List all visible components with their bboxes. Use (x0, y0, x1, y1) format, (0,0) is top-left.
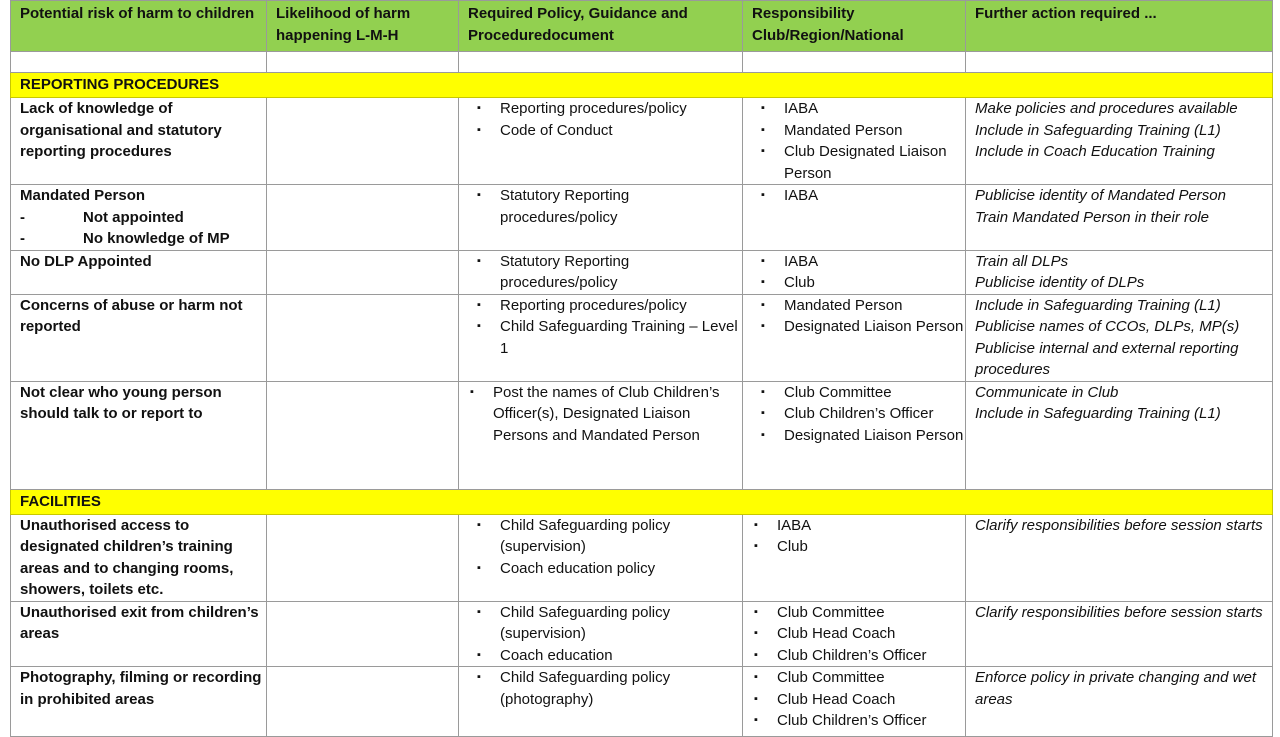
list-item: ▪ Designated Liaison Person (752, 425, 965, 447)
table-row (11, 98, 1273, 185)
likelihood-cell (267, 185, 459, 251)
responsibility-cell (743, 381, 966, 489)
policy-cell (459, 601, 743, 667)
list-item: ▪ Child Safeguarding Training – Level 1 (468, 316, 742, 359)
risk-cell: Photography, filming or recording in prohibited areas (11, 667, 267, 737)
list-item: ▪ IABA (752, 515, 965, 537)
list-item: ▪ Club Committee (752, 667, 965, 689)
list-item: ▪ IABA (752, 98, 965, 120)
responsibility-cell (743, 294, 966, 381)
list-item: ▪ Club Children’s Officer (752, 403, 965, 425)
section-header-facilities (11, 489, 1273, 514)
risk-assessment-document (10, 0, 1272, 737)
list-item: ▪ Club Head Coach (752, 689, 965, 711)
likelihood-cell (267, 381, 459, 489)
header-row (11, 1, 1273, 52)
action-line: Publicise identity of Mandated Person (975, 187, 1226, 204)
header-risk: Potential risk of harm to children (11, 1, 267, 52)
header-responsibility: Responsibility Club/Region/National (743, 1, 966, 52)
list-item: ▪ Post the names of Club Children’s Officer(s), Designated Liaison Persons and Mandated Person (468, 382, 742, 447)
list-item: ▪ Statutory Reporting procedures/policy (468, 251, 742, 294)
action-line: Include in Safeguarding Training (L1) (975, 405, 1221, 422)
risk-title: Mandated Person (20, 187, 146, 204)
risk-sub-item: - No knowledge of MP (20, 230, 230, 247)
risk-sub-item: - Not appointed (20, 208, 184, 226)
likelihood-cell (267, 667, 459, 737)
list-item: ▪ Mandated Person (752, 295, 965, 317)
likelihood-cell (267, 294, 459, 381)
action-line: Include in Safeguarding Training (L1) (975, 296, 1221, 314)
responsibility-cell (743, 98, 966, 185)
section-header-reporting (11, 73, 1273, 98)
risk-cell: No DLP Appointed (11, 250, 267, 294)
table-row (11, 667, 1273, 737)
list-item: ▪ Mandated Person (752, 120, 965, 142)
list-item: ▪ Reporting procedures/policy (468, 295, 742, 317)
table-row (11, 250, 1273, 294)
action-line: Publicise names of CCOs, DLPs, MP(s) (975, 318, 1240, 335)
header-likelihood: Likelihood of harm happening L-M-H (267, 1, 459, 52)
action-line: Make policies and procedures available (975, 100, 1238, 117)
section-title: REPORTING PROCEDURES (11, 73, 1273, 98)
list-item: ▪ IABA (752, 251, 965, 273)
risk-cell: Lack of knowledge of organisational and statutory reporting procedures (11, 98, 267, 185)
action-line: Include in Coach Education Training (975, 143, 1215, 160)
responsibility-cell (743, 601, 966, 667)
action-line: Publicise identity of DLPs (975, 274, 1145, 291)
responsibility-cell (743, 185, 966, 251)
list-item: ▪ Club Children’s Officer (752, 710, 965, 732)
action-line: Publicise internal and external reporting procedures (975, 339, 1239, 378)
list-item: ▪ Club Head Coach (752, 623, 965, 645)
list-item: ▪ Code of Conduct (468, 120, 742, 142)
list-item: ▪ Coach education policy (468, 558, 742, 580)
table-row (11, 601, 1273, 667)
section-title: FACILITIES (11, 489, 1273, 514)
table-row (11, 381, 1273, 489)
responsibility-cell (743, 514, 966, 601)
list-item: ▪ Coach education (468, 645, 742, 667)
list-item: ▪ Club Designated Liaison Person (752, 141, 965, 184)
action-cell (966, 667, 1273, 737)
risk-assessment-table (10, 0, 1273, 737)
policy-cell (459, 185, 743, 251)
action-cell (966, 514, 1273, 601)
list-item: ▪ Club Committee (752, 602, 965, 624)
policy-cell (459, 250, 743, 294)
header-action: Further action required ... (966, 1, 1273, 52)
likelihood-cell (267, 514, 459, 601)
list-item: ▪ Club (752, 272, 965, 294)
action-line: Include in Safeguarding Training (L1) (975, 121, 1221, 139)
action-line: Train all DLPs (975, 252, 1069, 270)
action-cell (966, 98, 1273, 185)
action-cell (966, 294, 1273, 381)
action-line: Clarify responsibilities before session starts (975, 516, 1263, 534)
action-line: Communicate in Club (975, 383, 1119, 401)
likelihood-cell (267, 98, 459, 185)
action-cell (966, 250, 1273, 294)
header-policy: Required Policy, Guidance and Proceduredocument (459, 1, 743, 52)
list-item: ▪ Child Safeguarding policy (supervision) (468, 515, 742, 558)
policy-cell (459, 381, 743, 489)
table-row (11, 294, 1273, 381)
action-line: Clarify responsibilities before session starts (975, 603, 1263, 621)
action-cell (966, 185, 1273, 251)
action-cell (966, 601, 1273, 667)
action-line: Train Mandated Person in their role (975, 208, 1210, 226)
list-item: ▪ IABA (752, 185, 965, 207)
list-item: ▪ Club (752, 536, 965, 558)
list-item: ▪ Child Safeguarding policy (photography) (468, 667, 742, 710)
risk-cell: Unauthorised exit from children’s areas (11, 601, 267, 667)
list-item: ▪ Designated Liaison Person (752, 316, 965, 338)
list-item: ▪ Reporting procedures/policy (468, 98, 742, 120)
risk-cell: Not clear who young person should talk to or report to (11, 381, 267, 489)
table-row (11, 185, 1273, 251)
action-line: Enforce policy in private changing and wet areas (975, 669, 1257, 708)
list-item: ▪ Club Children’s Officer (752, 645, 965, 667)
table-row (11, 514, 1273, 601)
policy-cell (459, 667, 743, 737)
policy-cell (459, 294, 743, 381)
list-item: ▪ Statutory Reporting procedures/policy (468, 185, 742, 228)
responsibility-cell (743, 250, 966, 294)
risk-cell (11, 185, 267, 251)
likelihood-cell (267, 250, 459, 294)
list-item: ▪ Child Safeguarding policy (supervision) (468, 602, 742, 645)
list-item: ▪ Club Committee (752, 382, 965, 404)
policy-cell (459, 514, 743, 601)
blank-row (11, 52, 1273, 73)
risk-cell: Concerns of abuse or harm not reported (11, 294, 267, 381)
likelihood-cell (267, 601, 459, 667)
action-cell (966, 381, 1273, 489)
risk-cell: Unauthorised access to designated children’s training areas and to changing rooms, showers, toilets etc. (11, 514, 267, 601)
policy-cell (459, 98, 743, 185)
responsibility-cell (743, 667, 966, 737)
